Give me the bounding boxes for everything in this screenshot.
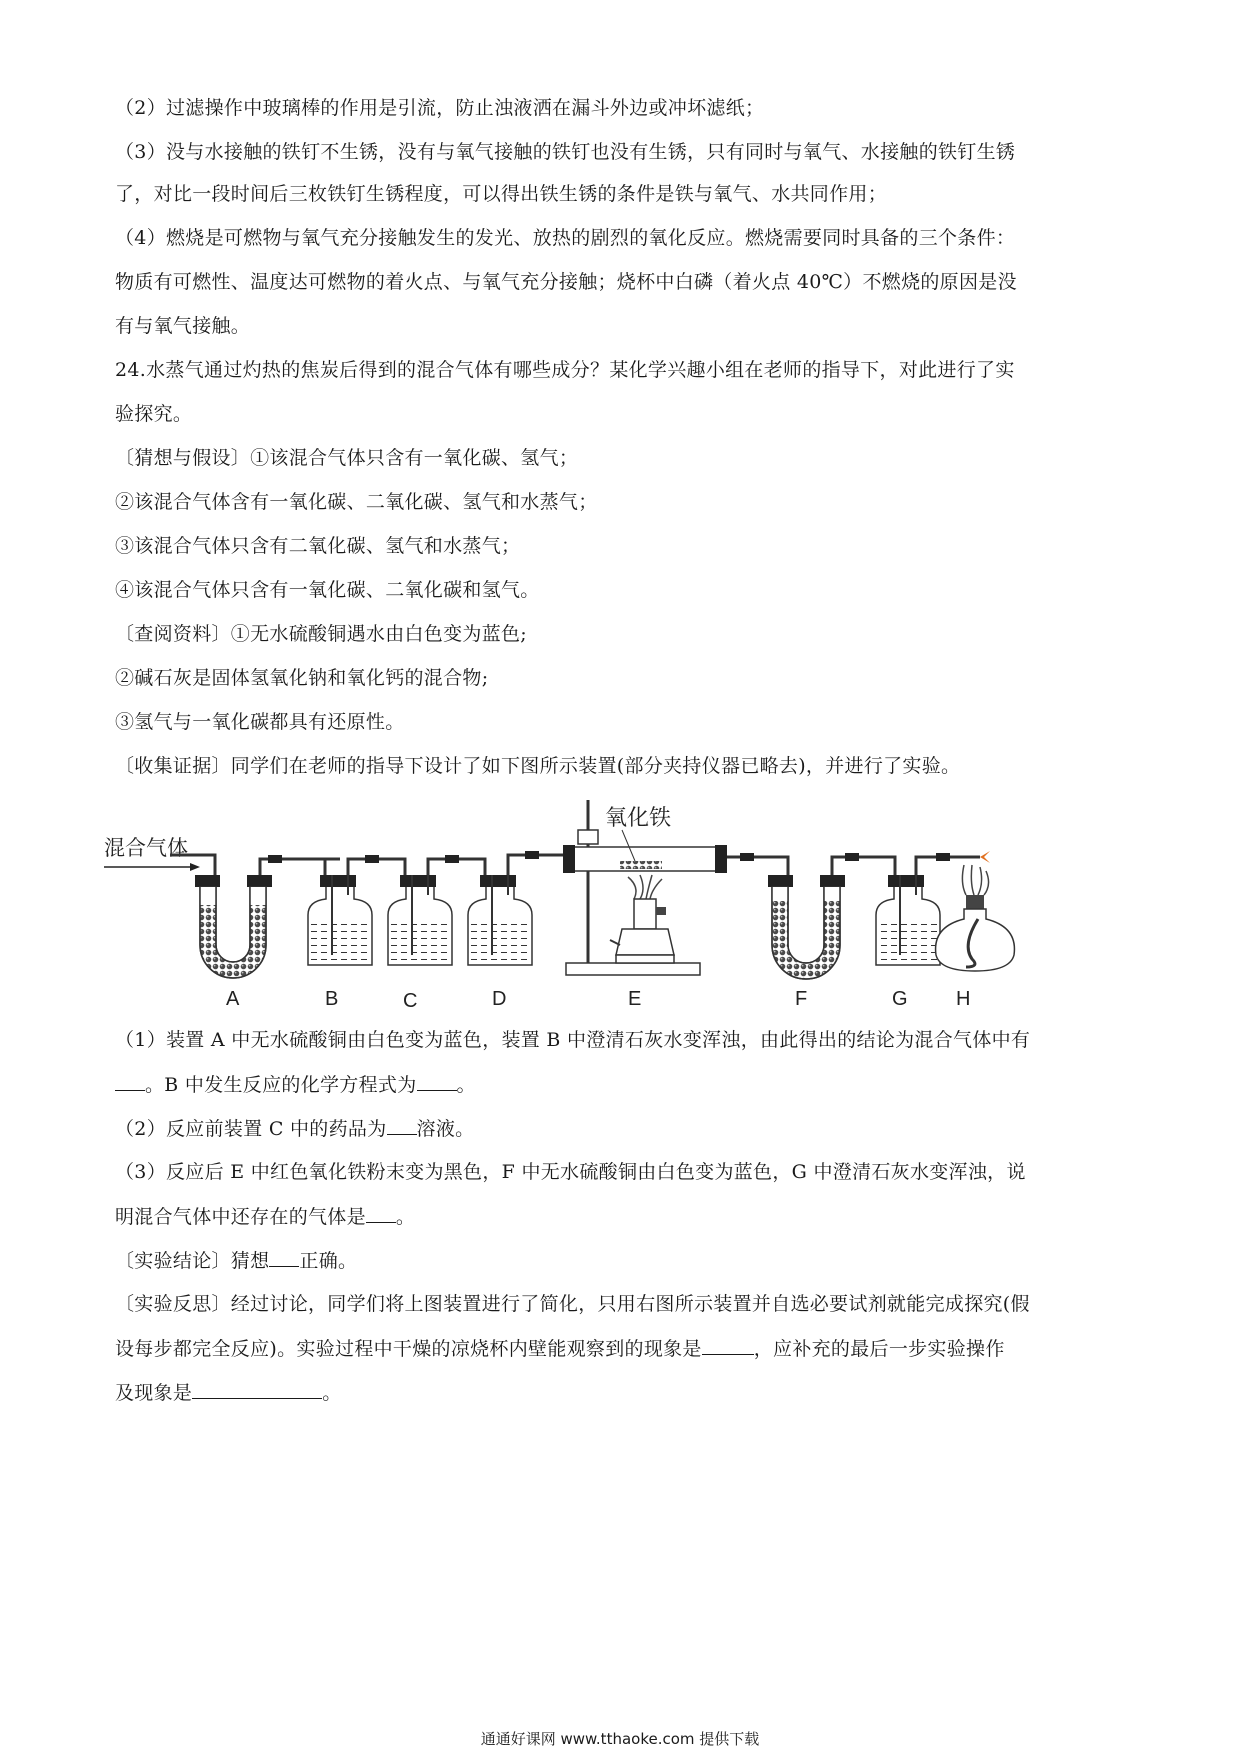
iron-oxide-label: 氧化铁 [605, 805, 672, 830]
u-tube-a [195, 875, 272, 978]
label-d: D [492, 988, 507, 1010]
answer-blank[interactable] [269, 1248, 299, 1267]
answer-4-line3: 有与氧气接触。 [115, 315, 251, 337]
answer-3-line2: 了，对比一段时间后三枚铁钉生锈程度，可以得出铁生锈的条件是铁与氧气、水共同作用； [115, 183, 888, 205]
hypothesis-3: ③该混合气体只含有二氧化碳、氢气和水蒸气； [115, 535, 521, 557]
label-a: A [226, 988, 240, 1010]
page-footer: 通通好课网 www.tthaoke.com 提供下载 [480, 1730, 760, 1748]
question-1-line2: 。B 中发生反应的化学方程式为 。 [115, 1072, 1135, 1097]
label-e: E [628, 988, 642, 1010]
reference-2: ②碱石灰是固体氢氧化钠和氧化钙的混合物; [115, 667, 489, 689]
reflection-line2: 设每步都完全反应)。实验过程中干燥的凉烧杯内壁能观察到的现象是 ，应补充的最后一步实验操作 [115, 1338, 1005, 1360]
answer-2: （2）过滤操作中玻璃棒的作用是引流，防止浊液洒在漏斗外边或冲坏滤纸； [115, 97, 765, 119]
answer-blank[interactable] [192, 1380, 322, 1399]
answer-blank[interactable] [702, 1336, 754, 1355]
reflection-line3: 及现象是 。 [115, 1382, 342, 1404]
label-h: H [956, 988, 971, 1010]
answer-4-line2: 物质有可燃性、温度达可燃物的着火点、与氧气充分接触；烧杯中白磷（着火点 40℃）不燃烧的原因是没 [115, 271, 1017, 293]
wash-bottle-g [876, 875, 940, 965]
u-tube-f [768, 875, 845, 979]
label-g: G [892, 988, 908, 1010]
q24-stem-line1: 24.水蒸气通过灼热的焦炭后得到的混合气体有哪些成分？某化学兴趣小组在老师的指导下，对此进行了实 [115, 359, 1015, 381]
apparatus-figure [100, 795, 1140, 1030]
answer-3-line1: （3）没与水接触的铁钉不生锈，没有与氧气接触的铁钉也没有生锈，只有同时与氧气、水接触的铁钉生锈 [115, 141, 1016, 163]
label-c: C [403, 990, 418, 1012]
reflection-line1: 〔实验反思〕经过讨论，同学们将上图装置进行了简化，只用右图所示装置并自选必要试剂就能完成探究(假 [115, 1293, 1030, 1315]
answer-blank[interactable] [387, 1116, 417, 1135]
hypothesis-2: ②该混合气体含有一氧化碳、二氧化碳、氢气和水蒸气； [115, 491, 598, 513]
wash-bottle-b [308, 875, 372, 965]
hypothesis-4: ④该混合气体只含有一氧化碳、二氧化碳和氢气。 [115, 579, 540, 601]
wash-bottle-c [388, 875, 452, 965]
answer-blank[interactable] [417, 1072, 457, 1091]
hypothesis-1: 〔猜想与假设〕①该混合气体只含有一氧化碳、氢气； [115, 447, 579, 469]
evidence-text: 〔收集证据〕同学们在老师的指导下设计了如下图所示装置(部分夹持仪器已略去)，并进行了实验。 [115, 755, 961, 777]
answer-blank[interactable] [115, 1072, 145, 1091]
question-3-line1: （3）反应后 E 中红色氧化铁粉末变为黑色，F 中无水硫酸铜由白色变为蓝色，G 中澄清石灰水变浑浊，说 [115, 1161, 1026, 1183]
label-f: F [795, 988, 808, 1010]
alcohol-lamp-h [936, 851, 1015, 971]
answer-blank[interactable] [366, 1204, 396, 1223]
reference-3: ③氢气与一氧化碳都具有还原性。 [115, 711, 405, 733]
wash-bottle-d [468, 875, 532, 965]
question-3-line2: 明混合气体中还存在的气体是 。 [115, 1206, 416, 1228]
q24-stem-line2: 验探究。 [115, 403, 193, 425]
conclusion-line: 〔实验结论〕猜想 正确。 [115, 1250, 358, 1272]
label-b: B [325, 988, 339, 1010]
question-2: （2）反应前装置 C 中的药品为 溶液。 [115, 1118, 475, 1140]
answer-4-line1: （4）燃烧是可燃物与氧气充分接触发生的发光、放热的剧烈的氧化反应。燃烧需要同时具备的三个条件： [115, 227, 1016, 249]
reference-1: 〔查阅资料〕①无水硫酸铜遇水由白色变为蓝色; [115, 623, 528, 645]
question-1-line1: （1）装置 A 中无水硫酸铜由白色变为蓝色，装置 B 中澄清石灰水变浑浊，由此得出的结论为混合气体中有 [115, 1029, 1031, 1051]
inlet-label: 混合气体 [104, 837, 188, 860]
